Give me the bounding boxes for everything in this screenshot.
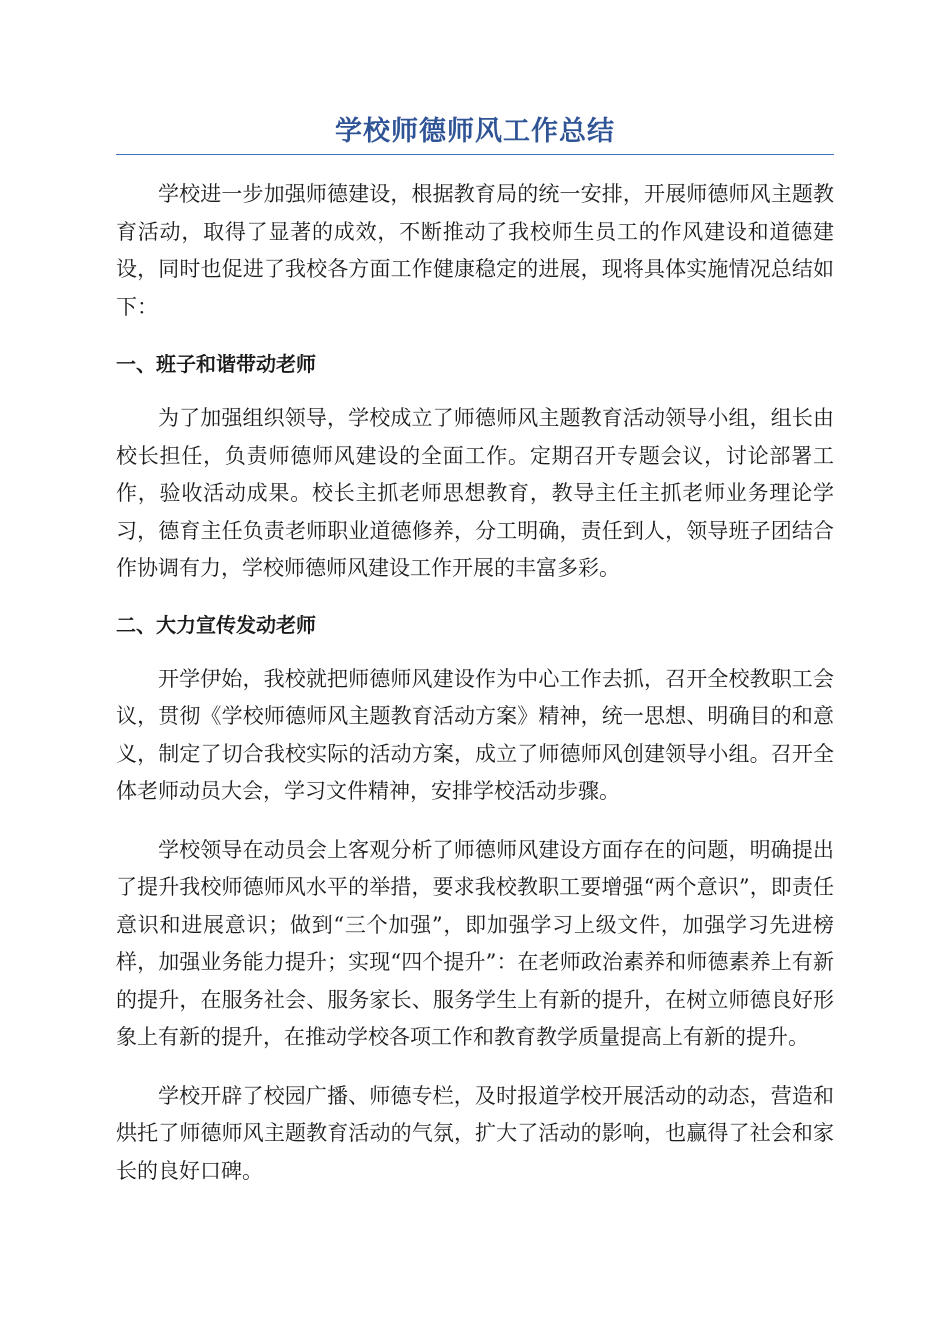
document-title: 学校师德师风工作总结 <box>116 112 834 155</box>
document-page <box>116 112 834 1190</box>
section-1-paragraph-1: 为了加强组织领导，学校成立了师德师风主题教育活动领导小组，组长由校长担任，负责师德师风建设的全面工作。定期召开专题会议，讨论部署工作，验收活动成果。校长主抓老师思想教育，教导主任主抓老师业务理论学习，德育主任负责老师职业道德修养，分工明确，责任到人，领导班子团结合作协调有力，学校师德师风建设工作开展的丰富多彩。 <box>116 406 834 580</box>
section-heading-1: 一、班子和谐带动老师 <box>116 352 316 376</box>
section-2-paragraph-3: 学校开辟了校园广播、师德专栏，及时报道学校开展活动的动态，营造和烘托了师德师风主题教育活动的气氛，扩大了活动的影响，也赢得了社会和家长的良好口碑。 <box>116 1083 834 1183</box>
section-2-paragraph-1: 开学伊始，我校就把师德师风建设作为中心工作去抓，召开全校教职工会议，贯彻《学校师德师风主题教育活动方案》精神，统一思想、明确目的和意义，制定了切合我校实际的活动方案，成立了师德师风创建领导小组。召开全体老师动员大会，学习文件精神，安排学校活动步骤。 <box>116 666 834 803</box>
intro-paragraph: 学校进一步加强师德建设，根据教育局的统一安排，开展师德师风主题教育活动，取得了显著的成效，不断推动了我校师生员工的作风建设和道德建设，同时也促进了我校各方面工作健康稳定的进展，现将具体实施情况总结如下： <box>116 182 834 319</box>
section-heading-2: 二、大力宣传发动老师 <box>116 612 316 637</box>
section-2-paragraph-2: 学校领导在动员会上客观分析了师德师风建设方面存在的问题，明确提出了提升我校师德师风水平的举措，要求我校教职工要增强“两个意识”，即责任意识和进展意识；做到“三个加强”，即加强学习上级文件，加强学习先进榜样，加强业务能力提升；实现“四个提升”：在老师政治素养和师德素养上有新的提升，在服务社会、服务家长、服务学生上有新的提升，在树立师德良好形象上有新的提升，在推动学校各项工作和教育教学质量提高上有新的提升。 <box>116 837 834 1049</box>
